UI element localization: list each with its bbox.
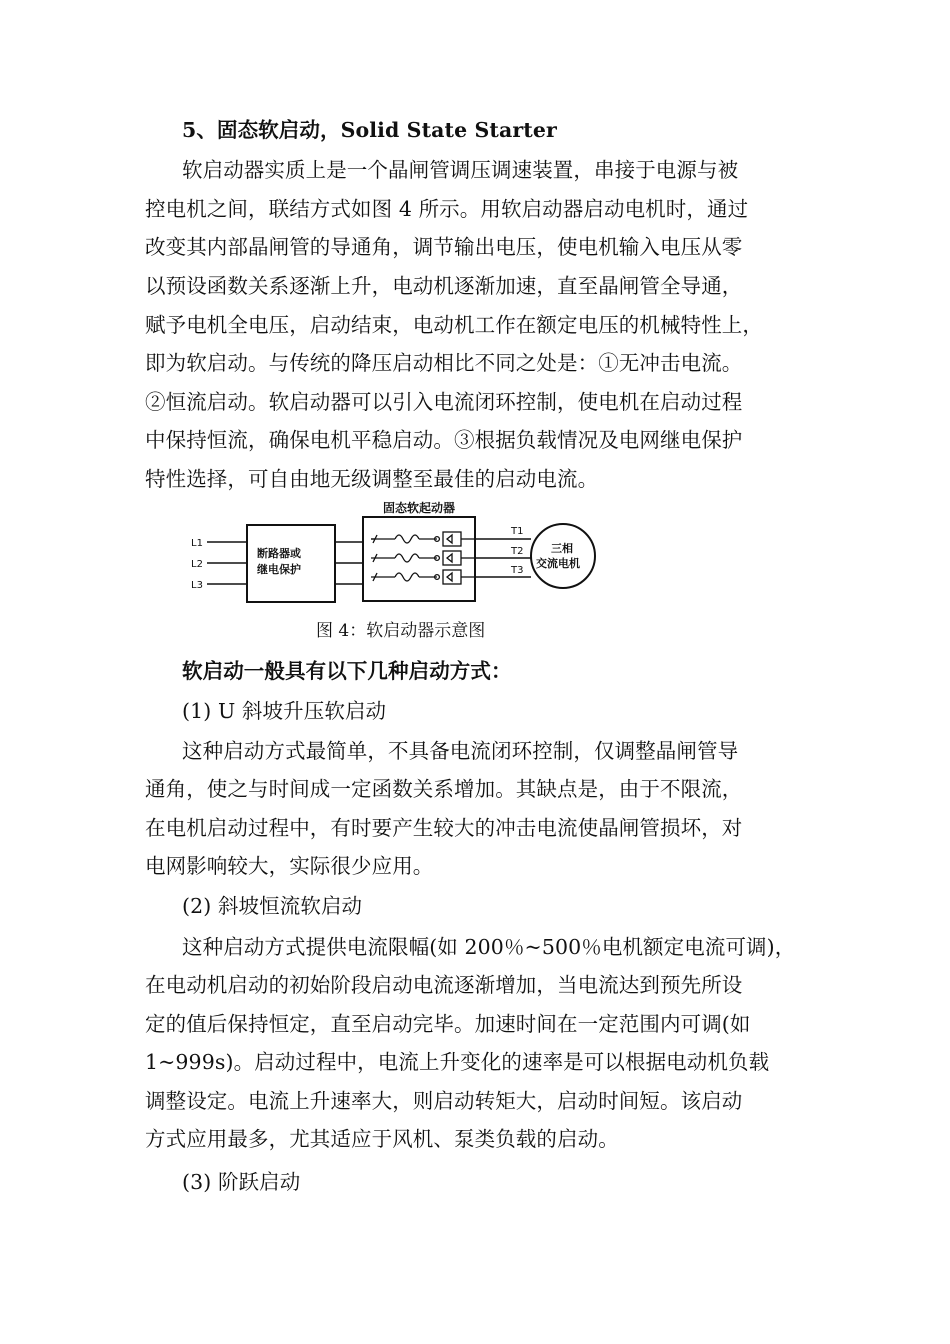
relay-label: 继电保护 <box>257 563 301 576</box>
item2-title: (2) 斜坡恒流软启动 <box>182 894 363 918</box>
paragraph-line: 控电机之间，联结方式如图 4 所示。用软启动器启动电机时，通过 <box>145 197 749 221</box>
input-label-l1: L1 <box>191 538 203 549</box>
subheading: 软启动一般具有以下几种启动方式： <box>182 659 512 683</box>
paragraph-line: 改变其内部晶闸管的导通角，调节输出电压，使电机输入电压从零 <box>145 235 743 259</box>
motor-label: 三相 <box>551 542 573 555</box>
paragraph-line: 定的值后保持恒定，直至启动完毕。加速时间在一定范围内可调(如 <box>145 1012 751 1036</box>
paragraph-line: 电网影响较大，实际很少应用。 <box>145 854 434 878</box>
soft-starter-diagram <box>185 497 605 609</box>
phase-row-2 <box>371 551 475 565</box>
section-heading: 5、固态软启动，Solid State Starter <box>182 118 557 142</box>
paragraph-line: 这种启动方式提供电流限幅(如 200％~500％电机额定电流可调)， <box>182 935 796 959</box>
paragraph-line: 赋予电机全电压，启动结束，电动机工作在额定电压的机械特性上， <box>145 313 763 337</box>
paragraph-line: 方式应用最多，尤其适应于风机、泵类负载的启动。 <box>145 1127 619 1151</box>
paragraph-line: 特性选择，可自由地无级调整至最佳的启动电流。 <box>145 467 599 491</box>
paragraph-line: 在电机启动过程中，有时要产生较大的冲击电流使晶闸管损坏，对 <box>145 816 743 840</box>
breaker-label: 断路器或 <box>257 547 301 560</box>
paragraph-line: 中保持恒流，确保电机平稳启动。③根据负载情况及电网继电保护 <box>145 428 743 452</box>
paragraph-line: 这种启动方式最简单，不具备电流闭环控制，仅调整晶闸管导 <box>182 739 739 763</box>
starter-title: 固态软起动器 <box>383 501 456 515</box>
phase-row-3 <box>371 570 475 584</box>
paragraph-line: 软启动器实质上是一个晶闸管调压调速装置，串接于电源与被 <box>182 158 739 182</box>
input-label-l2: L2 <box>191 559 203 570</box>
paragraph-line: 即为软启动。与传统的降压启动相比不同之处是：①无冲击电流。 <box>145 351 743 375</box>
thyristor-rows <box>371 532 475 584</box>
output-label-t2: T2 <box>511 546 524 557</box>
phase-row-1 <box>371 532 475 546</box>
paragraph-line: 以预设函数关系逐渐上升，电动机逐渐加速，直至晶闸管全导通， <box>145 274 743 298</box>
paragraph-line: 通角，使之与时间成一定函数关系增加。其缺点是，由于不限流， <box>145 777 743 801</box>
input-label-l3: L3 <box>191 580 203 591</box>
item3-title: (3) 阶跃启动 <box>182 1170 301 1194</box>
paragraph-line: ②恒流启动。软启动器可以引入电流闭环控制，使电机在启动过程 <box>145 390 743 414</box>
paragraph-line: 在电动机启动的初始阶段启动电流逐渐增加，当电流达到预先所设 <box>145 973 743 997</box>
figure-caption: 图 4：软启动器示意图 <box>316 621 486 641</box>
item1-title: (1) U 斜坡升压软启动 <box>182 699 387 723</box>
paragraph-line: 1~999s)。启动过程中，电流上升变化的速率是可以根据电动机负载 <box>145 1050 770 1074</box>
output-label-t1: T1 <box>511 526 524 537</box>
motor-type-label: 交流电机 <box>536 557 580 570</box>
paragraph-line: 调整设定。电流上升速率大，则启动转矩大，启动时间短。该启动 <box>145 1089 743 1113</box>
output-label-t3: T3 <box>511 565 524 576</box>
